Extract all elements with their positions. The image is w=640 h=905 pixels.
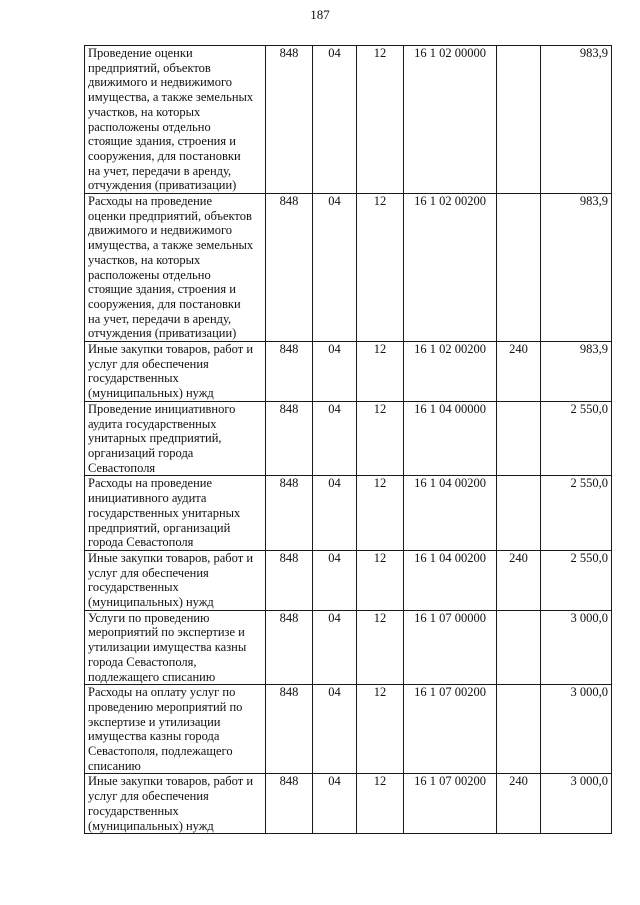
table-row — [85, 550, 612, 610]
sum-cell: 983,9 — [541, 194, 612, 342]
item-name-cell — [85, 46, 266, 194]
item-name-line: имущества казны города — [88, 729, 220, 744]
item-name-line: сооружения, для постановки — [88, 296, 241, 311]
item-name-line: Иные закупки товаров, работ и — [88, 342, 254, 357]
section-code-cell: 04 — [313, 550, 357, 610]
sum-cell: 983,9 — [541, 342, 612, 402]
item-name-line: города Севастополя — [88, 535, 194, 550]
subsection-code-cell: 12 — [357, 610, 404, 685]
item-name-line: Расходы на проведение — [88, 476, 213, 491]
section-code-cell: 04 — [313, 774, 357, 834]
target-article-cell: 16 1 04 00200 — [404, 476, 497, 551]
page-number: 187 — [310, 7, 330, 22]
target-article-cell: 16 1 07 00200 — [404, 774, 497, 834]
section-code-cell: 04 — [313, 194, 357, 342]
target-article-cell: 16 1 02 00200 — [404, 194, 497, 342]
ministry-code-cell: 848 — [266, 550, 313, 610]
item-name-line: стоящие здания, строения и — [88, 134, 236, 149]
item-name-line: сооружения, для постановки — [88, 148, 241, 163]
expense-type-cell — [497, 194, 541, 342]
expense-type-cell — [497, 476, 541, 551]
ministry-code-cell: 848 — [266, 610, 313, 685]
expense-type-cell: 240 — [497, 774, 541, 834]
subsection-code-cell: 12 — [357, 685, 404, 774]
item-name-line: унитарных предприятий, — [88, 431, 222, 446]
item-name-cell — [85, 342, 266, 402]
item-name-line: проведению мероприятий по — [88, 699, 243, 714]
subsection-code-cell: 12 — [357, 550, 404, 610]
item-name-line: экспертизе и утилизации — [88, 714, 221, 729]
table-row — [85, 194, 612, 342]
item-name-line: участков, на которых — [88, 252, 201, 267]
budget-table — [84, 45, 612, 834]
item-name-line: предприятий, объектов — [88, 60, 211, 75]
item-name-line: Иные закупки товаров, работ и — [88, 550, 254, 565]
ministry-code-cell: 848 — [266, 46, 313, 194]
subsection-code-cell: 12 — [357, 774, 404, 834]
item-name-line: стоящие здания, строения и — [88, 282, 236, 297]
section-code-cell: 04 — [313, 476, 357, 551]
sum-cell: 3 000,0 — [541, 685, 612, 774]
item-name-cell — [85, 774, 266, 834]
item-name-line: утилизации имущества казны — [88, 640, 247, 655]
item-name-line: Расходы на проведение — [88, 194, 213, 209]
expense-type-cell — [497, 610, 541, 685]
target-article-cell: 16 1 04 00200 — [404, 550, 497, 610]
expense-type-cell — [497, 46, 541, 194]
section-code-cell: 04 — [313, 610, 357, 685]
item-name-line: Севастополя — [88, 460, 156, 475]
item-name-line: подлежащего списанию — [88, 669, 216, 684]
item-name-cell — [85, 550, 266, 610]
sum-cell: 2 550,0 — [541, 401, 612, 476]
item-name-line: города Севастополя, — [88, 654, 197, 669]
item-name-line: государственных — [88, 580, 179, 595]
item-name-line: услуг для обеспечения — [88, 565, 209, 580]
item-name-line: Услуги по проведению — [88, 610, 210, 625]
item-name-line: расположены отдельно — [88, 267, 211, 282]
item-name-line: государственных унитарных — [88, 505, 241, 520]
expense-type-cell: 240 — [497, 342, 541, 402]
item-name-line: инициативного аудита — [88, 491, 207, 506]
expense-type-cell: 240 — [497, 550, 541, 610]
sum-cell: 3 000,0 — [541, 610, 612, 685]
item-name-line: Севастополя, подлежащего — [88, 744, 233, 759]
item-name-line: Проведение инициативного — [88, 401, 236, 416]
item-name-line: Иные закупки товаров, работ и — [88, 774, 254, 789]
item-name-line: услуг для обеспечения — [88, 356, 209, 371]
item-name-line: организаций города — [88, 445, 194, 460]
table-row — [85, 685, 612, 774]
target-article-cell: 16 1 02 00000 — [404, 46, 497, 194]
item-name-cell — [85, 476, 266, 551]
section-code-cell: 04 — [313, 401, 357, 476]
target-article-cell: 16 1 02 00200 — [404, 342, 497, 402]
subsection-code-cell: 12 — [357, 401, 404, 476]
item-name-line: оценки предприятий, объектов — [88, 208, 252, 223]
subsection-code-cell: 12 — [357, 476, 404, 551]
subsection-code-cell: 12 — [357, 342, 404, 402]
sum-cell: 2 550,0 — [541, 550, 612, 610]
section-code-cell: 04 — [313, 685, 357, 774]
sum-cell: 3 000,0 — [541, 774, 612, 834]
item-name-line: (муниципальных) нужд — [88, 386, 214, 401]
expense-type-cell — [497, 401, 541, 476]
item-name-line: участков, на которых — [88, 104, 201, 119]
table-row — [85, 774, 612, 834]
item-name-line: аудита государственных — [88, 416, 217, 431]
item-name-line: отчуждения (приватизации) — [88, 326, 237, 341]
item-name-line: Проведение оценки — [88, 46, 193, 60]
table-row — [85, 610, 612, 685]
ministry-code-cell: 848 — [266, 194, 313, 342]
item-name-line: движимого и недвижимого — [88, 75, 233, 90]
item-name-line: имущества, а также земельных — [88, 238, 254, 253]
ministry-code-cell: 848 — [266, 774, 313, 834]
item-name-line: государственных — [88, 803, 179, 818]
item-name-line: отчуждения (приватизации) — [88, 178, 237, 193]
section-code-cell: 04 — [313, 342, 357, 402]
item-name-line: (муниципальных) нужд — [88, 595, 214, 610]
ministry-code-cell: 848 — [266, 342, 313, 402]
table-row — [85, 476, 612, 551]
table-row — [85, 46, 612, 194]
item-name-line: расположены отдельно — [88, 119, 211, 134]
item-name-line: списанию — [88, 758, 141, 773]
item-name-line: услуг для обеспечения — [88, 789, 209, 804]
item-name-cell — [85, 194, 266, 342]
item-name-line: (муниципальных) нужд — [88, 818, 214, 833]
item-name-line: движимого и недвижимого — [88, 223, 233, 238]
item-name-line: мероприятий по экспертизе и — [88, 625, 245, 640]
item-name-line: имущества, а также земельных — [88, 90, 254, 105]
subsection-code-cell: 12 — [357, 46, 404, 194]
item-name-cell — [85, 401, 266, 476]
sum-cell: 2 550,0 — [541, 476, 612, 551]
target-article-cell: 16 1 07 00000 — [404, 610, 497, 685]
table-row — [85, 342, 612, 402]
item-name-cell — [85, 610, 266, 685]
ministry-code-cell: 848 — [266, 401, 313, 476]
table-body — [85, 46, 612, 834]
expense-type-cell — [497, 685, 541, 774]
ministry-code-cell: 848 — [266, 685, 313, 774]
table-row — [85, 401, 612, 476]
target-article-cell: 16 1 04 00000 — [404, 401, 497, 476]
item-name-line: предприятий, организаций — [88, 520, 231, 535]
ministry-code-cell: 848 — [266, 476, 313, 551]
item-name-cell — [85, 685, 266, 774]
section-code-cell: 04 — [313, 46, 357, 194]
item-name-line: Расходы на оплату услуг по — [88, 685, 236, 700]
target-article-cell: 16 1 07 00200 — [404, 685, 497, 774]
item-name-line: государственных — [88, 371, 179, 386]
subsection-code-cell: 12 — [357, 194, 404, 342]
item-name-line: на учет, передачи в аренду, — [88, 311, 232, 326]
item-name-line: на учет, передачи в аренду, — [88, 163, 232, 178]
sum-cell: 983,9 — [541, 46, 612, 194]
